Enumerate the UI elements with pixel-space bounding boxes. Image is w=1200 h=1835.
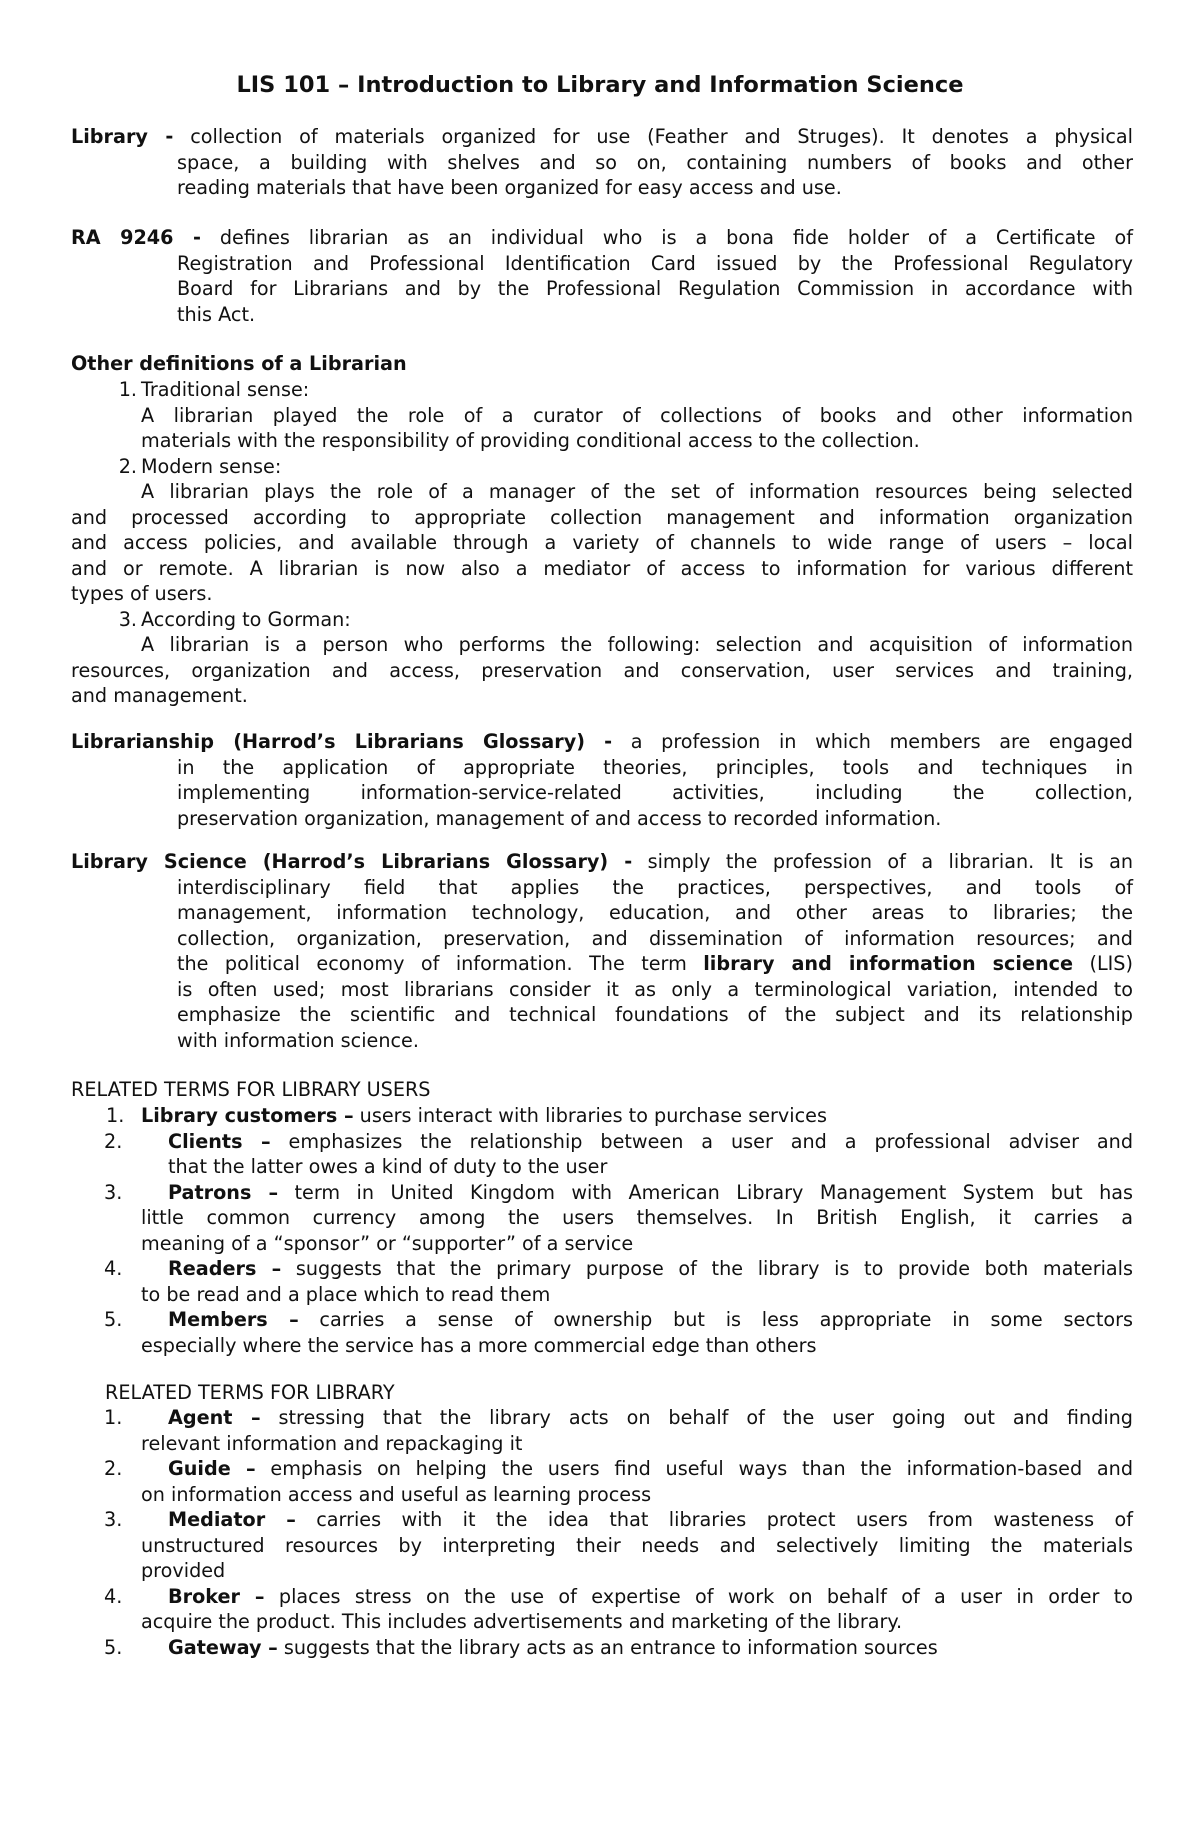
library-terms-heading: RELATED TERMS FOR LIBRARY <box>105 1381 395 1404</box>
other-definitions-list: 1. Traditional sense: A librarian played the role of a curator of collections of books and other information materials with the responsibility of providing conditional access to the collection. 2. Modern sense: A librarian plays the role of a manager of the set of information resources being selected and processed according to appropriate collection management and information organization and access policies, and available through a variety of channels to wide range of users – local and or remote. A librarian is now also a mediator of access to information for various different types of users. 3. According to Gorman: A librarian is a person who performs the following: selection and acquisition of information resources, organization and access, preservation and conservation, user services and training, and management. <box>71 378 1133 707</box>
library-terms-list: 1. Agent – stressing that the library acts on behalf of the user going out and finding relevant information and repackaging it 2. Guide – emphasis on helping the users find useful ways than the information-based and on information access and useful as learning process 3. Mediator – carries with it the idea that libraries protect users from wasteness of unstructured resources by interpreting their needs and selectively limiting the materials provided 4. Broker – places stress on the use of expertise of work on behalf of a user in order to acquire the product. This includes advertisements and marketing of the library. 5. Gateway – suggests that the library acts as an entrance to information sources <box>104 1406 1134 1659</box>
library-science-term: Library Science (Harrod’s Librarians Glossary) - <box>71 850 633 873</box>
library-definition: Library - collection of materials organized for use (Feather and Struges). It denotes a physical space, a building with shelves and so on, containing numbers of books and other reading materials that have been organized for easy access and use. <box>71 125 1134 199</box>
ra-9246-definition: RA 9246 - defines librarian as an individual who is a bona fide holder of a Certificate of Registration and Professional Identification Card issued by the Professional Regulatory Board for Librarians and by the Professional Regulation Commission in accordance with this Act. <box>71 226 1133 326</box>
lis-term: library and information science <box>703 952 1074 975</box>
user-terms-heading: RELATED TERMS FOR LIBRARY USERS <box>71 1078 431 1101</box>
library-term: Library - <box>71 125 174 148</box>
ra-9246-term: RA 9246 - <box>71 226 201 249</box>
librarianship-term: Librarianship (Harrod’s Librarians Glossary) - <box>71 730 613 753</box>
librarianship-definition: Librarianship (Harrod’s Librarians Glossary) - a profession in which members are engaged in the application of appropriate theories, principles, tools and techniques in implementing information-service-related activities, including the collection, preservation organization, management of and access to recorded information. <box>71 730 1133 830</box>
user-terms-list: 1. Library customers – users interact with libraries to purchase services 2. Clients – emphasizes the relationship between a user and a professional adviser and that the latter owes a kind of duty to the user 3. Patrons – term in United Kingdom with American Library Management System but has little common currency among the users themselves. In British English, it carries a meaning of a “sponsor” or “supporter” of a service 4. Readers – suggests that the primary purpose of the library is to provide both materials to be read and a place which to read them 5. Members – carries a sense of ownership but is less appropriate in some sectors especially where the service has a more commercial edge than others <box>104 1104 1133 1357</box>
page-title: LIS 101 – Introduction to Library and Information Science <box>236 72 964 98</box>
library-science-definition: Library Science (Harrod’s Librarians Glossary) - simply the profession of a librarian. It is an interdisciplinary field that applies the practices, perspectives, and tools of management, information technology, education, and other areas to libraries; the collection, organization, preservation, and dissemination of information resources; and the political economy of information. The term library and information science (LIS) is often used; most librarians consider it as only a terminological variation, intended to emphasize the scientific and technical foundations of the subject and its relationship with information science. <box>71 850 1133 1052</box>
other-definitions-heading: Other definitions of a Librarian <box>71 352 407 375</box>
